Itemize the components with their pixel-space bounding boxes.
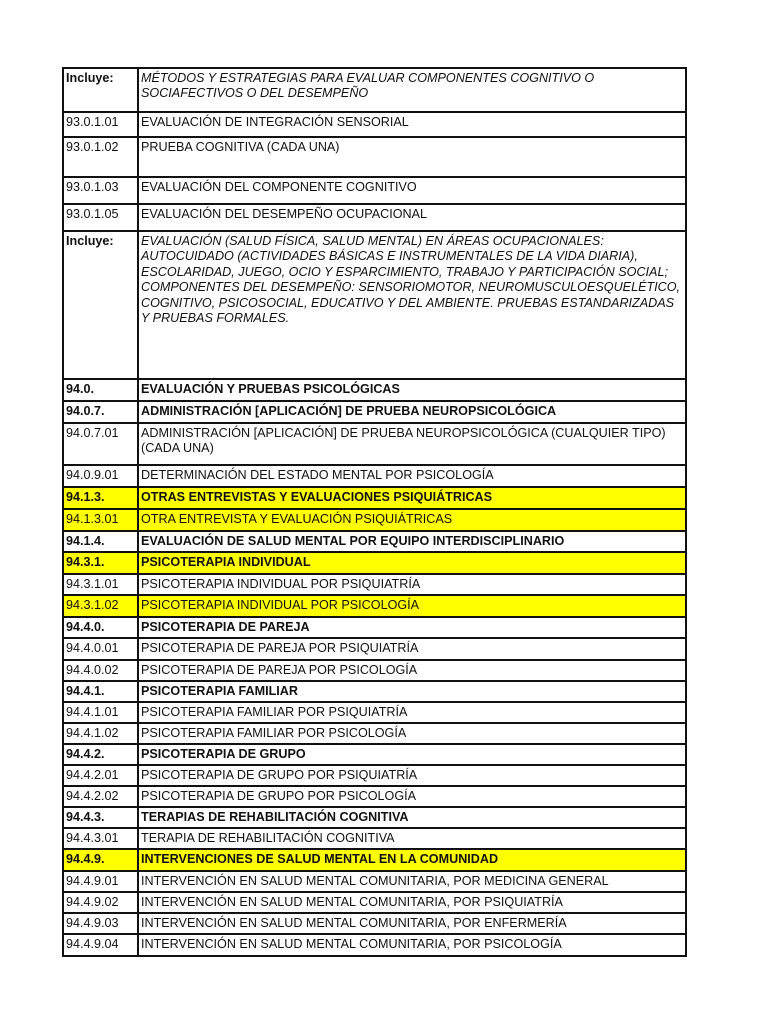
code-cell: 94.4.9.02 — [63, 892, 138, 913]
description-cell: EVALUACIÓN DE SALUD MENTAL POR EQUIPO INTERDISCIPLINARIO — [138, 531, 686, 552]
code-cell: 94.4.3.01 — [63, 828, 138, 849]
description-cell: TERAPIAS DE REHABILITACIÓN COGNITIVA — [138, 807, 686, 828]
description-cell: EVALUACIÓN DEL DESEMPEÑO OCUPACIONAL — [138, 204, 686, 231]
description-cell: EVALUACIÓN DE INTEGRACIÓN SENSORIAL — [138, 112, 686, 137]
description-cell: DETERMINACIÓN DEL ESTADO MENTAL POR PSICOLOGÍA — [138, 465, 686, 487]
description-cell: INTERVENCIÓN EN SALUD MENTAL COMUNITARIA, POR PSIQUIATRÍA — [138, 892, 686, 913]
code-cell: 94.0.7. — [63, 401, 138, 423]
table-row — [63, 765, 686, 786]
code-cell: Incluye: — [63, 231, 138, 379]
code-cell: 94.4.9. — [63, 849, 138, 871]
table-row — [63, 204, 686, 231]
table-row — [63, 531, 686, 552]
table-row — [63, 231, 686, 379]
table-row — [63, 934, 686, 956]
description-cell: PSICOTERAPIA INDIVIDUAL POR PSICOLOGÍA — [138, 595, 686, 617]
table-row — [63, 828, 686, 849]
table-row — [63, 681, 686, 702]
description-cell: PSICOTERAPIA DE GRUPO — [138, 744, 686, 765]
description-cell: INTERVENCIÓN EN SALUD MENTAL COMUNITARIA, POR PSICOLOGÍA — [138, 934, 686, 956]
code-cell: 93.0.1.02 — [63, 137, 138, 177]
code-cell: 93.0.1.05 — [63, 204, 138, 231]
code-cell: 94.3.1. — [63, 552, 138, 574]
description-cell: INTERVENCIONES DE SALUD MENTAL EN LA COMUNIDAD — [138, 849, 686, 871]
table-row — [63, 112, 686, 137]
description-cell: PSICOTERAPIA INDIVIDUAL POR PSIQUIATRÍA — [138, 574, 686, 595]
description-cell: PSICOTERAPIA FAMILIAR POR PSIQUIATRÍA — [138, 702, 686, 723]
table-row — [63, 617, 686, 638]
description-cell: PSICOTERAPIA DE PAREJA POR PSIQUIATRÍA — [138, 638, 686, 660]
table-row — [63, 638, 686, 660]
code-cell: 94.3.1.01 — [63, 574, 138, 595]
description-cell: PSICOTERAPIA FAMILIAR POR PSICOLOGÍA — [138, 723, 686, 744]
description-cell: PSICOTERAPIA DE PAREJA POR PSICOLOGÍA — [138, 660, 686, 681]
code-cell: 94.4.2. — [63, 744, 138, 765]
table-row — [63, 68, 686, 112]
code-cell: Incluye: — [63, 68, 138, 112]
description-cell: PRUEBA COGNITIVA (CADA UNA) — [138, 137, 686, 177]
code-cell: 94.4.9.03 — [63, 913, 138, 934]
description-cell: PSICOTERAPIA FAMILIAR — [138, 681, 686, 702]
code-cell: 93.0.1.01 — [63, 112, 138, 137]
code-cell: 94.3.1.02 — [63, 595, 138, 617]
description-cell: PSICOTERAPIA DE GRUPO POR PSIQUIATRÍA — [138, 765, 686, 786]
description-cell: INTERVENCIÓN EN SALUD MENTAL COMUNITARIA, POR MEDICINA GENERAL — [138, 871, 686, 892]
description-cell: EVALUACIÓN DEL COMPONENTE COGNITIVO — [138, 177, 686, 204]
table-row — [63, 744, 686, 765]
table-row — [63, 807, 686, 828]
code-cell: 94.4.9.04 — [63, 934, 138, 956]
table-row — [63, 595, 686, 617]
description-cell: EVALUACIÓN (SALUD FÍSICA, SALUD MENTAL) EN ÁREAS OCUPACIONALES: AUTOCUIDADO (ACTIVIDADES BÁSICAS E INSTRUMENTALES DE LA VIDA DIARIA), ESCOLARIDAD, JUEGO, OCIO Y ESPARCIMIENTO, TRABAJO Y PARTICIPACIÓN SOCIAL; COMPONENTES DEL DESEMPEÑO: SENSORIOMOTOR, NEUROMUSCULOESQUELÉTICO, COGNITIVO, PSICOSOCIAL, EDUCATIVO Y DEL AMBIENTE. PRUEBAS ESTANDARIZADAS Y PRUEBAS FORMALES. — [138, 231, 686, 379]
table-row — [63, 660, 686, 681]
description-cell: ADMINISTRACIÓN [APLICACIÓN] DE PRUEBA NEUROPSICOLÓGICA (CUALQUIER TIPO) (CADA UNA) — [138, 423, 686, 465]
procedure-code-table — [62, 67, 687, 957]
table-body — [63, 68, 686, 956]
description-cell: INTERVENCIÓN EN SALUD MENTAL COMUNITARIA, POR ENFERMERÍA — [138, 913, 686, 934]
table-row — [63, 786, 686, 807]
table-row — [63, 487, 686, 509]
table-row — [63, 574, 686, 595]
table-row — [63, 723, 686, 744]
code-cell: 94.4.0.01 — [63, 638, 138, 660]
code-cell: 94.4.2.02 — [63, 786, 138, 807]
description-cell: TERAPIA DE REHABILITACIÓN COGNITIVA — [138, 828, 686, 849]
table-row — [63, 702, 686, 723]
description-cell: ADMINISTRACIÓN [APLICACIÓN] DE PRUEBA NEUROPSICOLÓGICA — [138, 401, 686, 423]
code-cell: 94.1.3.01 — [63, 509, 138, 531]
code-cell: 93.0.1.03 — [63, 177, 138, 204]
table-row — [63, 849, 686, 871]
code-cell: 94.4.1. — [63, 681, 138, 702]
description-cell: OTRAS ENTREVISTAS Y EVALUACIONES PSIQUIÁTRICAS — [138, 487, 686, 509]
table-row — [63, 871, 686, 892]
description-cell: PSICOTERAPIA INDIVIDUAL — [138, 552, 686, 574]
code-cell: 94.4.0.02 — [63, 660, 138, 681]
code-cell: 94.1.3. — [63, 487, 138, 509]
description-cell: MÉTODOS Y ESTRATEGIAS PARA EVALUAR COMPONENTES COGNITIVO O SOCIAFECTIVOS O DEL DESEMPEÑO — [138, 68, 686, 112]
table-row — [63, 423, 686, 465]
code-cell: 94.0. — [63, 379, 138, 401]
code-cell: 94.1.4. — [63, 531, 138, 552]
description-cell: EVALUACIÓN Y PRUEBAS PSICOLÓGICAS — [138, 379, 686, 401]
code-cell: 94.4.3. — [63, 807, 138, 828]
code-cell: 94.4.1.01 — [63, 702, 138, 723]
code-cell: 94.0.7.01 — [63, 423, 138, 465]
table-row — [63, 913, 686, 934]
table-row — [63, 401, 686, 423]
table-row — [63, 465, 686, 487]
code-cell: 94.4.9.01 — [63, 871, 138, 892]
code-cell: 94.4.1.02 — [63, 723, 138, 744]
table-row — [63, 892, 686, 913]
table-row — [63, 379, 686, 401]
description-cell: OTRA ENTREVISTA Y EVALUACIÓN PSIQUIÁTRICAS — [138, 509, 686, 531]
table-row — [63, 552, 686, 574]
description-cell: PSICOTERAPIA DE PAREJA — [138, 617, 686, 638]
code-cell: 94.4.2.01 — [63, 765, 138, 786]
description-cell: PSICOTERAPIA DE GRUPO POR PSICOLOGÍA — [138, 786, 686, 807]
table-row — [63, 177, 686, 204]
table-row — [63, 137, 686, 177]
code-cell: 94.4.0. — [63, 617, 138, 638]
code-cell: 94.0.9.01 — [63, 465, 138, 487]
table-row — [63, 509, 686, 531]
